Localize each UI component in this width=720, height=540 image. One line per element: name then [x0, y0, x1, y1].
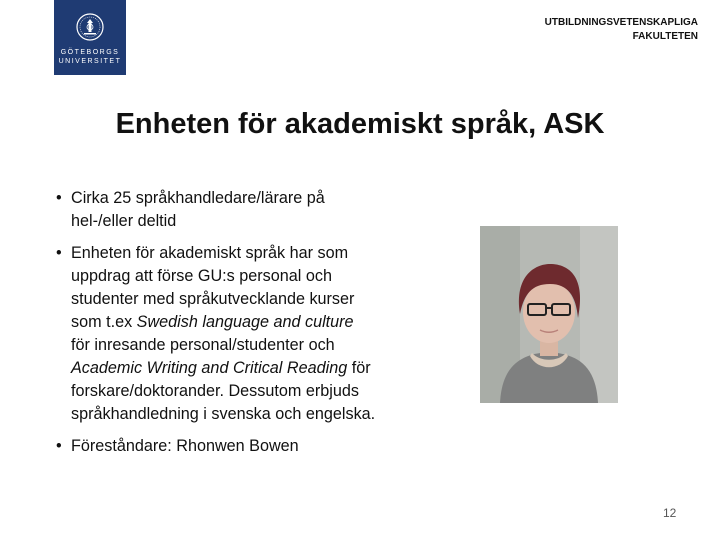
bullet-text: för inresande personal/studenter och	[71, 336, 335, 354]
logo-text-line2: UNIVERSITET	[58, 58, 122, 65]
logo-text-line1: GÖTEBORGS	[60, 49, 120, 56]
bullet-item: • Föreståndare: Rhonwen Bowen	[56, 435, 376, 458]
portrait-photo	[480, 226, 618, 403]
portrait-image	[480, 226, 618, 403]
faculty-line1: UTBILDNINGSVETENSKAPLIGA	[544, 17, 698, 28]
course-name-swedish: Swedish language and culture	[136, 313, 354, 331]
university-seal-icon	[75, 12, 105, 42]
bullet-item	[56, 242, 376, 426]
bullet-text: Enheten för akademiskt språk har som uppdrag att förse GU:s personal och studenter med språkutvecklande kurser som t.ex	[71, 244, 355, 331]
bullet-list	[56, 187, 376, 467]
faculty-name	[478, 16, 698, 44]
bullet-text: för forskare/doktorander. Dessutom erbjuds språkhandledning i svenska och engelska.	[71, 359, 376, 423]
course-name-academic-writing: Academic Writing and Critical Reading	[71, 359, 348, 377]
faculty-line2: FAKULTETEN	[632, 31, 698, 42]
university-logo	[54, 0, 126, 75]
page-number: 12	[663, 506, 677, 520]
slide-title: Enheten för akademiskt språk, ASK	[115, 108, 605, 140]
bullet-item: • Cirka 25 språkhandledare/lärare på hel-/eller deltid	[56, 187, 376, 233]
